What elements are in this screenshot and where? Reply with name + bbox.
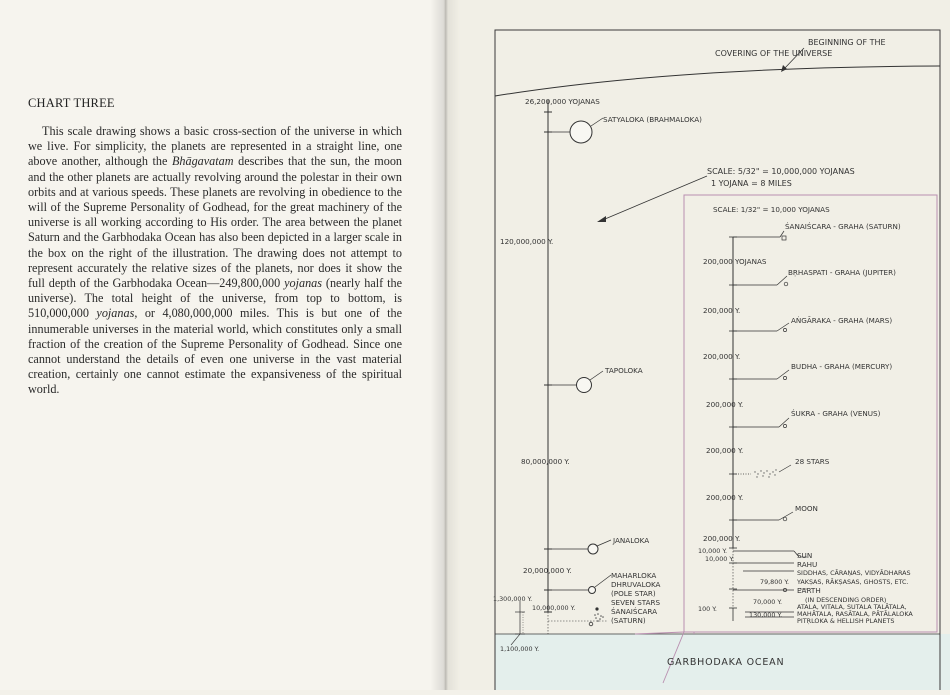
italic-term: yojanas: [96, 306, 135, 321]
inset-moon-marker: [783, 517, 787, 521]
yojana-miles: 1 YOJANA = 8 MILES: [711, 179, 792, 188]
inset-dist-5: 200,000 Y.: [706, 446, 744, 455]
inset-mars-marker: [783, 328, 786, 331]
inset-label-descending: (IN DESCENDING ORDER): [805, 596, 887, 604]
inset-dist-7: 200,000 Y.: [703, 534, 741, 543]
scale-arrowhead: [597, 216, 606, 222]
inset-dist-13: 130,000 Y.: [749, 611, 783, 619]
dist-1300000: 1,300,000 Y.: [493, 595, 533, 603]
text-run: describes that the sun, the moon and the other planets are actually revolving around the polestar in their own orbits and at various speeds. These planets are revolving in obedience to the will of the Supreme Personality of Godhead, for the great machinery of the universe is all working according to His order. The area between the planet Saturn and the Garbhodaka Ocean has also been depicted in a larger scale in the box on the right of the illustration. The drawing does not attempt to represent accurately the relative sizes of the planets, nor does it show the full depth of the Garbhodaka Ocean—249,800,000: [28, 154, 403, 291]
label-maharloka: MAHARLOKA: [611, 571, 657, 580]
italic-term: yojanas: [284, 276, 323, 291]
covering-arc: [495, 66, 940, 96]
dhruvaloka-planet: [595, 607, 598, 610]
covering-arrowhead: [781, 65, 787, 72]
inset-saturn-marker: [782, 236, 786, 240]
dist-20000000: 20,000,000 Y.: [523, 566, 572, 575]
chart-heading: CHART THREE: [28, 96, 115, 110]
inset-dist-4: 200,000 Y.: [706, 400, 744, 409]
text-run: , or 4,080,000,000 miles. This is but one of the innumerable universes in the material world, which constitutes only a small fraction of the creation of the Supreme Personality of Godhead. Since one cannot understand the details of even one universe in the vast material creation, certainly one cannot estimate the expansiveness of the spiritual world.: [28, 306, 402, 397]
inset-28-stars-dots: [754, 469, 776, 477]
inset-connectors: [733, 231, 799, 617]
tapoloka-planet: [577, 378, 592, 393]
inset-dist-1: 200,000 YOJANAS: [703, 257, 767, 266]
italic-term: Bhāgavatam: [171, 154, 234, 169]
label-seven-stars: SEVEN STARS: [611, 598, 661, 607]
inset-label-rahu: RAHU: [797, 560, 818, 569]
label-dhruvaloka: DHRUVALOKA: [611, 580, 661, 589]
inset-label-mahatala: MAHĀTALA, RASĀTALA, PĀTĀLALOKA: [797, 610, 913, 618]
dist-1100000: 1,100,000 Y.: [500, 645, 540, 653]
text-run: (nearly half the universe). The total height of the universe, from top to bottom, is 510,000,000: [28, 276, 402, 321]
inset-scale: SCALE: 1/32" = 10,000 YOJANAS: [713, 205, 830, 214]
inset-dist-8: 10,000 Y.: [698, 547, 728, 555]
label-janaloka: JANALOKA: [613, 536, 650, 545]
inset-venus-marker: [783, 424, 786, 427]
inset-label-saturn: ŚANAIŚCARA - GRAHA (SATURN): [785, 222, 901, 231]
inset-label-mercury: BUDHA - GRAHA (MERCURY): [791, 362, 893, 371]
dist-80000000: 80,000,000 Y.: [521, 457, 570, 466]
right-page: [445, 0, 950, 690]
maharloka-planet: [589, 587, 596, 594]
label-saturn: (SATURN): [611, 616, 646, 625]
inset-label-jupiter: BṚHASPATI - GRAHA (JUPITER): [788, 268, 896, 277]
inset-dist-12: 100 Y.: [698, 605, 717, 613]
inset-label-pitrloka: PITṚLOKA & HELLISH PLANETS: [797, 617, 895, 625]
label-pole-star: (POLE STAR): [611, 589, 656, 598]
ocean-label: GARBHODAKA OCEAN: [667, 657, 785, 668]
scale-pointer: [605, 176, 707, 219]
label-sanaiscara: ŚANAIŚCARA: [611, 607, 658, 616]
label-tapoloka: TAPOLOKA: [605, 366, 643, 375]
inset-label-yaksas: YAKṢAS, RĀKṢASAS, GHOSTS, ETC.: [797, 578, 909, 586]
inset-label-siddhas: SIDDHAS, CĀRAṆAS, VIDYĀDHARAS: [797, 569, 911, 577]
text-run: This scale drawing shows a basic cross-section of the universe in which we live. For simplicity, the planets are represented in a straight line, one above another, although the: [28, 124, 402, 169]
inset-label-venus: ŚUKRA - GRAHA (VENUS): [791, 409, 881, 418]
book-gutter-shadow: [430, 0, 460, 690]
inset-dist-9: 10,000 Y.: [705, 555, 735, 563]
inset-dist-3: 200,000 Y.: [703, 352, 741, 361]
inset-label-mars: AṄGĀRAKA - GRAHA (MARS): [791, 316, 893, 325]
inset-label-earth: EARTH: [797, 586, 821, 595]
dist-10000000: 10,000,000 Y.: [532, 604, 576, 612]
inset-dist-2: 200,000 Y.: [703, 306, 741, 315]
covering-label-1: BEGINNING OF THE: [808, 38, 886, 47]
dist-26200000: 26,200,000 YOJANAS: [525, 97, 600, 106]
chart-description: [28, 124, 402, 398]
inset-label-moon: MOON: [795, 504, 818, 513]
universe-diagram: [445, 0, 950, 690]
inset-label-sun: SUN: [797, 551, 813, 560]
label-satyaloka: SATYALOKA (BRAHMALOKA): [603, 115, 702, 124]
satyaloka-planet: [570, 121, 592, 143]
inset-dist-11: 70,000 Y.: [753, 598, 783, 606]
seven-stars-dots: [594, 613, 604, 622]
inset-mercury-marker: [783, 376, 786, 379]
covering-label-2: COVERING OF THE UNIVERSE: [715, 49, 833, 58]
left-page: [0, 0, 445, 690]
dist-120000000: 120,000,000 Y.: [500, 237, 554, 246]
inset-label-28-stars: 28 STARS: [795, 457, 830, 466]
inset-jupiter-marker: [784, 282, 788, 286]
saturn-small-planet: [589, 622, 593, 626]
inset-dist-10: 79,800 Y.: [760, 578, 790, 586]
inset-dist-6: 200,000 Y.: [706, 493, 744, 502]
inset-label-atala: ATALA, VITALA, SUTALA TALĀTALA,: [797, 603, 907, 611]
janaloka-planet: [588, 544, 598, 554]
scale-main: SCALE: 5/32" = 10,000,000 YOJANAS: [707, 167, 855, 176]
